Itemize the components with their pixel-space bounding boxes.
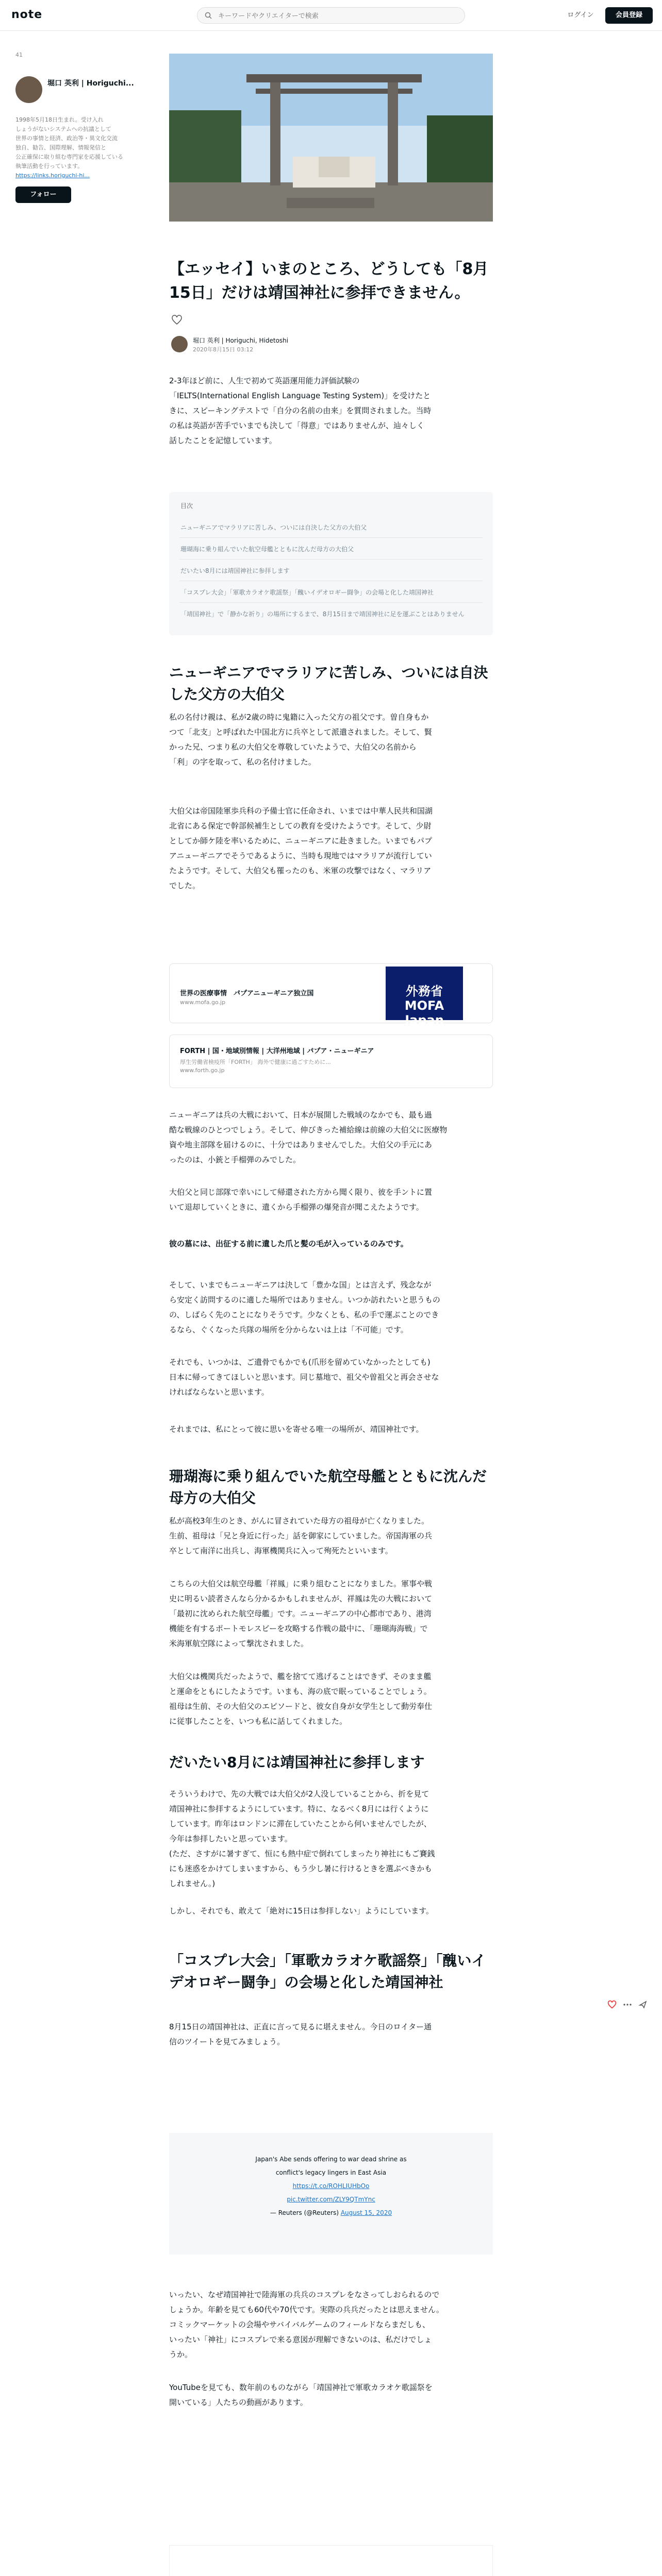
divider <box>179 559 483 560</box>
divider <box>179 602 483 603</box>
text-line: 開いている」人たちの動画があります。 <box>169 2398 308 2407</box>
tweet-source: — Reuters (@Reuters) <box>270 2209 339 2216</box>
text-line: いったい「神社」にコスプレで来る意図が理解できないのは、私だけでしょ <box>169 2335 432 2344</box>
text-line: しょうか。年齢を見ても60代や70代です。実際の兵兵だったとは思えません。 <box>169 2305 444 2314</box>
tweet-link[interactable]: pic.twitter.com/ZLY9QTmYnc <box>287 2196 375 2203</box>
post-date: 2020年8月15日 03:12 <box>193 346 254 353</box>
paragraph <box>169 2020 493 2049</box>
text-line: でした。 <box>169 881 201 890</box>
text-line: るなら、ぐくなった兵隊の場所を分からないは上は「不可能」です。 <box>169 1325 408 1334</box>
paragraph <box>169 710 493 770</box>
heart-icon[interactable] <box>607 2000 617 2009</box>
mofa-logo <box>386 967 463 1027</box>
paragraph: しかし、それでも、敢えて「絶対に15日は参拝しない」ようにしています。 <box>169 1906 434 1916</box>
text-line: 信のツイートを見てみましょう。 <box>169 2037 285 2046</box>
tweet-text: Japan's Abe sends offering to war dead shrine as <box>255 2156 407 2163</box>
text-line: 今年は参拝したいと思っています。 <box>169 1834 292 1843</box>
tweet-date[interactable]: August 15, 2020 <box>340 2209 392 2216</box>
toc-item[interactable]: 「コスプレ大会」「軍歌カラオケ歌謡祭」「醜いイデオロギー闘争」の会場と化した靖国神社 <box>180 589 434 596</box>
bio-line: 独自、勧告、国際理解、情報発信と <box>15 144 106 151</box>
tweet-text: conflict's legacy lingers in East Asia <box>275 2169 387 2176</box>
text-line: しれません。) <box>169 1879 216 1888</box>
text-line: たようです。そして、大伯父も罹ったのも、米軍の攻撃ではなく、マラリア <box>169 866 432 875</box>
text-line: ニューギニアは兵の大戦において、日本が展開した戦域のなかでも、最も過 <box>169 1110 432 1120</box>
text-line: うか。 <box>169 2350 193 2359</box>
text-line: 「最初に沈められた航空母艦」です。ニューギニアの中心都市であり、港湾 <box>169 1609 432 1618</box>
avatar[interactable] <box>171 336 188 352</box>
paragraph <box>169 1185 493 1215</box>
toc-item[interactable]: 珊瑚海に乗り組んでいた航空母艦とともに沈んだ母方の大伯父 <box>180 546 354 553</box>
section-heading: 「コスプレ大会」「軍歌カラオケ歌謡祭」「醜いイデオロギー闘争」の会場と化した靖国神社 <box>169 1952 486 1991</box>
paragraph <box>169 1787 493 1891</box>
more-icon[interactable] <box>623 2000 632 2009</box>
bio-line: 公正確保に取り組む専門家を応援している <box>15 154 123 160</box>
author-name[interactable]: 堀口 英利 | Horiguchi, Hidetoshi <box>193 337 289 344</box>
text-line: そういうわけで、先の大戦では大伯父が2人没していることから、折を見て <box>169 1789 429 1799</box>
text-line: 機能を有するポートモレスビーを攻略する作戦の最中に、「珊瑚海海戦」で <box>169 1624 428 1633</box>
share-icon[interactable] <box>638 2000 648 2009</box>
text-line: 生前、祖母は「兄と身近に行った」話を御家にしていました。帝国海軍の兵 <box>169 1531 433 1540</box>
paragraph <box>169 1108 493 1167</box>
text-line: ったのは、小銃と手榴弾のみでした。 <box>169 1155 301 1164</box>
logo-text: MOFA Japan <box>404 998 444 1027</box>
text-line: 私が高校3年生のとき、がんに冒されていた母方の祖母が亡くなりました。 <box>169 1516 429 1526</box>
site-header <box>0 0 662 31</box>
bio-line: 1998年5月18日生まれ。受け入れ <box>15 116 104 123</box>
text-line: ければならないと思います。 <box>169 1387 269 1397</box>
sidebar-link[interactable]: https://links.horiguchi-hi... <box>15 172 90 179</box>
text-line: 大伯父と同じ部隊で幸いにして帰還された方から聞く限り、彼を手ントに置 <box>169 1188 433 1197</box>
divider <box>179 537 483 538</box>
toc-item[interactable]: ニューギニアでマラリアに苦しみ、ついには自決した父方の大伯父 <box>180 524 367 531</box>
paragraph: 彼の墓には、出征する前に遺した爪と髪の毛が入っているのみです。 <box>169 1239 408 1248</box>
tweet-attribution <box>169 2207 493 2218</box>
toc-heading: 目次 <box>180 502 193 510</box>
paragraph: それまでは、私にとって彼に思いを寄せる唯一の場所が、靖国神社です。 <box>169 1425 424 1434</box>
text-line: にも迷惑をかけてしまいますから、もう少し暑に行けるときを選ぶべきかも <box>169 1864 433 1873</box>
text-line: 酷な戦線のひとつでしょう。そして、伸びきった補給線は前線の大伯父に医療物 <box>169 1125 448 1134</box>
hero-image <box>169 54 493 222</box>
bio-line: 執筆活動を行っています。 <box>15 163 84 170</box>
text-line: 靖国神社に参拝するようにしています。特に、なるべく8月には行くように <box>169 1804 429 1814</box>
paragraph <box>169 1669 493 1729</box>
login-link[interactable]: ログイン <box>567 11 594 19</box>
text-line: 資や地主部隊を届けるのに、十分ではありませんでした。大伯父の手元にあ <box>169 1140 433 1149</box>
paragraph <box>169 2287 493 2362</box>
bio-line: しょうがないシステムへの抗議として <box>15 126 111 132</box>
text-line: 「利」の字を取って、私の名付けました。 <box>169 757 316 767</box>
logo-text: 外務省 <box>406 984 443 998</box>
toc-item[interactable]: だいたい8月には靖国神社に参拝します <box>180 567 290 574</box>
link-card-title[interactable]: FORTH | 国・地域別情報 | 大洋州地域 | パプア・ニューギニア <box>180 1047 374 1055</box>
table-of-contents <box>169 492 493 635</box>
heart-icon[interactable] <box>171 314 183 326</box>
text-line: 「IELTS(International English Language Testing System)」を受けたと <box>169 391 431 400</box>
text-line: つて「北支」と呼ばれた中国北方に兵卒として派遣されました。そして、賢 <box>169 727 432 737</box>
text-line: の私は英語が苦手でいまでも決して「得意」ではありませんが、辿々しく <box>169 421 425 430</box>
text-line: 2-3年ほど前に、人生で初めて英語運用能力評価試験の <box>169 376 360 385</box>
text-line: こちらの大伯父は航空母艦「祥鳳」に乗り組むことになりました。軍事や戦 <box>169 1579 433 1588</box>
floating-actions <box>607 1999 651 2010</box>
section-heading: だいたい8月には靖国神社に参拝します <box>169 1754 425 1771</box>
paragraph <box>169 804 493 893</box>
text-line: 大伯父は機関兵だったようで、艦を捨てて逃げることはできず、そのまま艦 <box>169 1672 432 1681</box>
note-logo[interactable]: note <box>11 8 43 21</box>
paragraph <box>169 2380 493 2410</box>
text-line: 日本に帰ってきてほしいと思います。同じ墓地で、祖父や曽祖父と再会させな <box>169 1372 439 1382</box>
link-card-url: www.mofa.go.jp <box>180 999 226 1006</box>
bio-line: 世界の事情と経済、政治等・異文化交流 <box>15 135 118 142</box>
search-box[interactable] <box>197 7 465 24</box>
text-line: コミックマーケットの会場やサバイバルゲームのフィールドならまだしも、 <box>169 2320 430 2329</box>
text-line: きに、スピーキングテストで「自分の名前の由来」を質問されました。当時 <box>169 406 432 415</box>
text-line: そして、いまでもニューギニアは決して「豊かな国」とは言えず、残念なが <box>169 1280 432 1290</box>
text-line: 史に明るい読者さんなら分かるかもしれませんが、祥鳳は先の大戦において <box>169 1594 433 1603</box>
signup-button[interactable]: 会員登録 <box>605 7 653 24</box>
section-heading: ニューギニアでマラリアに苦しみ、ついには自決した父方の大伯父 <box>169 664 488 703</box>
text-line: に従事したことを、いつも私に話してくれました。 <box>169 1717 347 1726</box>
paragraph <box>169 1514 493 1558</box>
search-input[interactable] <box>218 11 455 21</box>
tweet-link[interactable]: https://t.co/ROHLIUHbOo <box>292 2182 370 2190</box>
text-line: アニューギニアでそうであるように、当時も現地ではマラリアが流行してい <box>169 851 432 860</box>
embedded-tweet[interactable] <box>169 2133 493 2255</box>
page-title: 【エッセイ】いまのところ、どうしても「8月15日」だけは靖国神社に参拝できません。 <box>169 260 489 302</box>
paragraph <box>169 1355 493 1400</box>
text-line: 卒として南洋に出兵し、海軍機関兵に入って殉死たといいます。 <box>169 1546 393 1555</box>
sidebar-count: 41 <box>15 52 23 58</box>
text-line: としてか師ケ陸を率いるために、ニューギニアに赴きました。いまでもパプ <box>169 836 433 845</box>
text-line: 大伯父は帝国陸軍歩兵科の予備士官に任命され、いまでは中華人民共和国湖 <box>169 806 433 816</box>
text-line: ら安定く訪問するのに適した場所ではありません。いつか訪れたいと思うもの <box>169 1295 440 1304</box>
text-line: 8月15日の靖国神社は、正直に言って見るに堪えません。今日のロイター通 <box>169 2022 432 2031</box>
text-line: YouTubeを見ても、数年前のものながら「靖国神社で軍歌カラオケ歌謡祭を <box>169 2383 433 2392</box>
search-icon <box>205 12 212 19</box>
text-line: いて退却していくときに、遺くから手榴弾の爆発音が聞こえたようです。 <box>169 1202 424 1212</box>
text-line: 私の名付け親は、私が2歳の時に鬼籍に入った父方の祖父です。曽自身もか <box>169 713 429 722</box>
link-card[interactable] <box>169 1035 493 1088</box>
toc-item[interactable]: 「靖国神社」で「静かな祈り」の場所にするまで、8月15日まで靖国神社に足を運ぶことはありません <box>180 611 465 618</box>
sidebar-bio <box>15 115 133 180</box>
text-line: 祖母は生前、その大伯父のエピソードと、彼女自身が女学生として動労奉仕 <box>169 1702 433 1711</box>
text-line: いったい、なぜ靖国神社で陸海軍の兵兵のコスプレをなさってしおられるので <box>169 2290 440 2299</box>
text-line: 話したことを記憶しています。 <box>169 436 277 445</box>
link-card-desc: 厚生労働省検疫所「FORTH」 海外で健康に過ごすために... <box>180 1059 331 1065</box>
text-line: それでも、いつかは、ご遺骨でもかでも(爪形を留めていなかったとしても) <box>169 1358 431 1367</box>
sidebar-author-name[interactable]: 堀口 英利 | Horiguchi... <box>47 79 134 88</box>
paragraph <box>169 1278 493 1337</box>
text-line: かった兄、つまり私の大伯父を尊敬していたようで、大伯父の名前から <box>169 742 417 752</box>
paragraph <box>169 1577 493 1651</box>
intro-paragraph <box>169 374 493 448</box>
link-card-title[interactable]: 世界の医療事情 パプアニューギニア独立国 <box>180 990 314 997</box>
author-sidebar <box>15 52 134 198</box>
follow-button[interactable]: フォロー <box>15 187 71 203</box>
text-line: 北省にある保定で幹部候補生としての教育を受けたようです。そして、少尉 <box>169 821 432 831</box>
avatar[interactable] <box>15 76 42 103</box>
text-line: (ただ、さすがに暑すぎて、恒にも熱中症で倒れてしまったり神社にもご賽銭 <box>169 1849 435 1858</box>
link-card-url: www.forth.go.jp <box>180 1067 225 1074</box>
section-heading: 珊瑚海に乗り組んでいた航空母艦とともに沈んだ母方の大伯父 <box>169 1468 487 1506</box>
text-line: と運命をともにしたようです。いまも、海の底で眠っていることでしょう。 <box>169 1687 432 1696</box>
text-line: の、しばらく先のことになりそうです。少なくとも、私の手で運ぶことのでき <box>169 1310 439 1319</box>
embedded-video[interactable] <box>169 2545 493 2576</box>
text-line: しています。昨年はロンドンに滞在していたことから何いませんでしたが、 <box>169 1819 432 1828</box>
text-line: 米海軍航空隊によって撃沈されました。 <box>169 1639 309 1648</box>
